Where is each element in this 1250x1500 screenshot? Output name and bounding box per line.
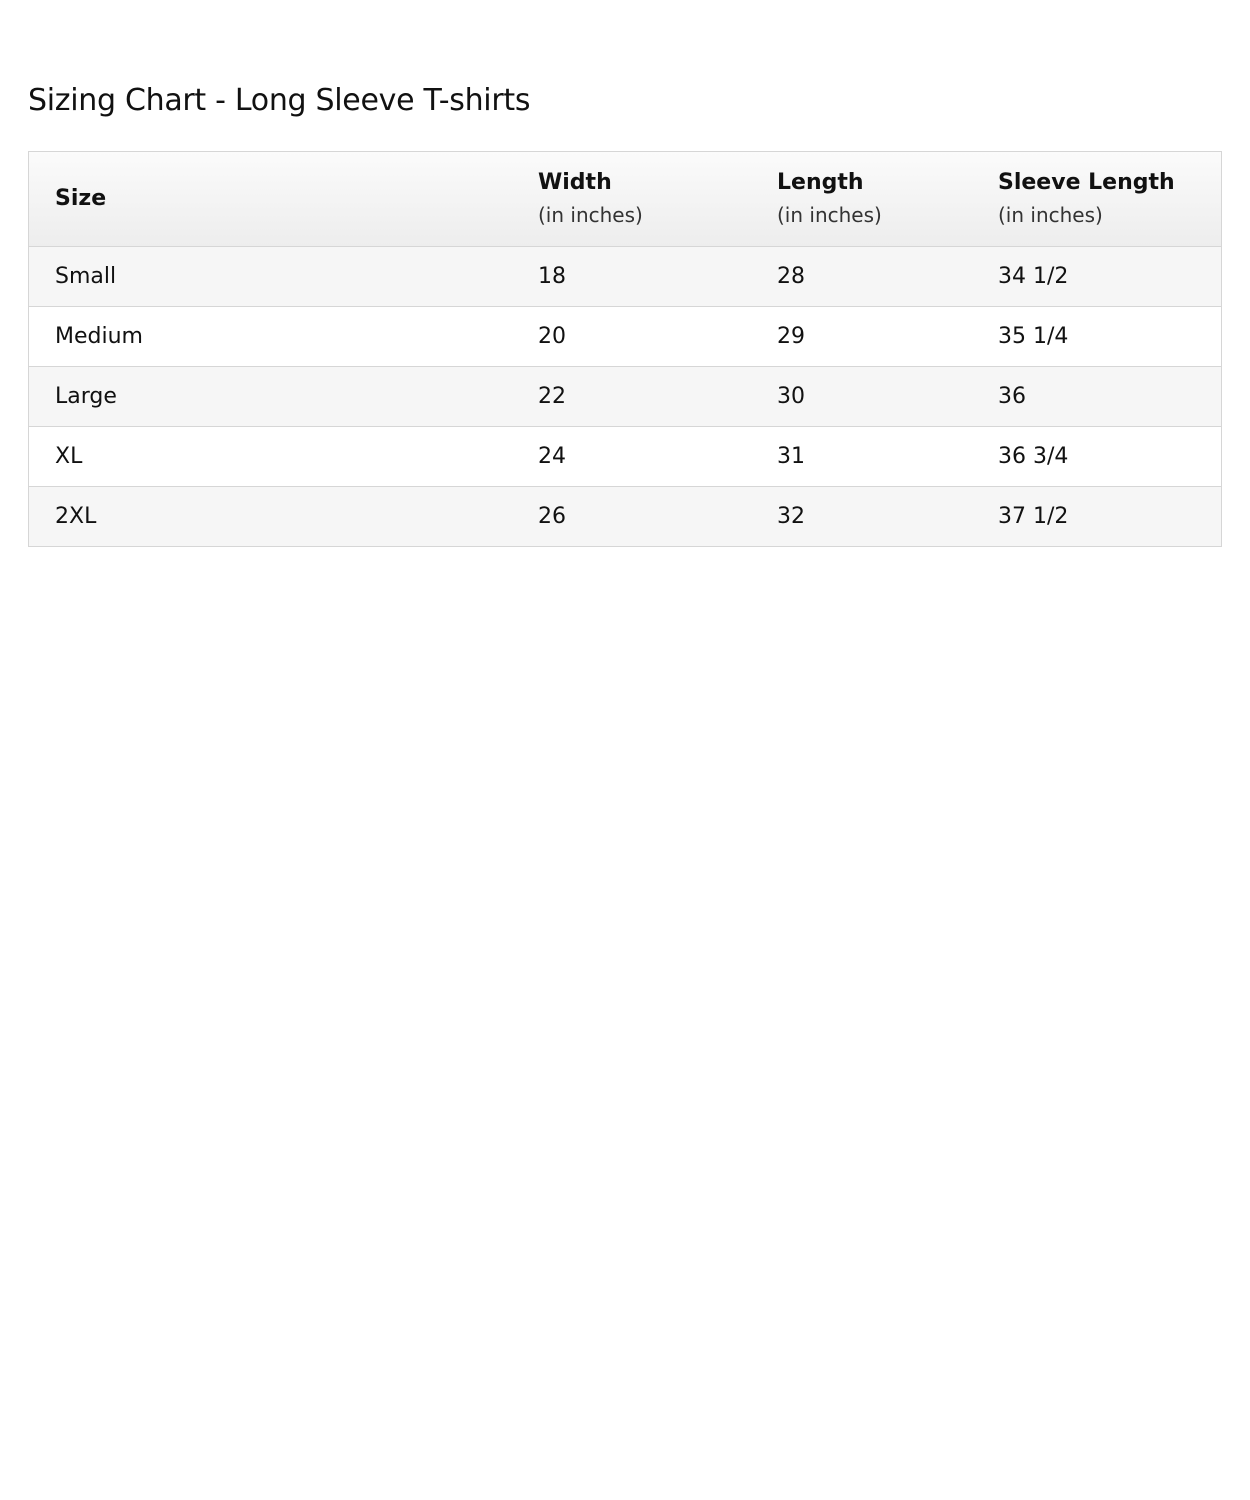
header-width: [511, 152, 750, 246]
header-width-label: Width: [538, 170, 612, 196]
sizing-table: [29, 152, 1221, 546]
cell-length: 32: [777, 503, 805, 529]
cell-sleeve-length: 34 1/2: [971, 246, 1221, 306]
cell-width: 24: [511, 426, 750, 486]
cell-sleeve-length: 36: [971, 366, 1221, 426]
header-size-label: Size: [55, 186, 107, 212]
table-row: [29, 426, 1221, 486]
cell-length: 29: [750, 306, 971, 366]
header-size: [29, 152, 511, 246]
table-row: [29, 486, 1221, 546]
cell-length: 31: [750, 426, 971, 486]
header-length: [750, 152, 971, 246]
page-title: Sizing Chart - Long Sleeve T-shirts: [28, 83, 531, 118]
cell-size: XL: [29, 426, 511, 486]
cell-sleeve-length: 36 3/4: [971, 426, 1221, 486]
cell-width: 22: [511, 366, 750, 426]
header-length-label: Length: [777, 170, 864, 196]
header-sleeve-length-label: Sleeve Length: [998, 170, 1175, 196]
table-header-row: [29, 152, 1221, 246]
header-sleeve-length: [971, 152, 1221, 246]
table-row: [29, 306, 1221, 366]
header-sleeve-length-unit: (in inches): [998, 203, 1103, 228]
cell-width: 26: [538, 503, 566, 529]
header-width-unit: (in inches): [538, 203, 643, 228]
table-row: [29, 366, 1221, 426]
cell-sleeve-length: 35 1/4: [971, 306, 1221, 366]
cell-size: Medium: [29, 306, 511, 366]
cell-sleeve-length: 37 1/2: [998, 503, 1069, 529]
sizing-table-container: [28, 151, 1222, 547]
cell-size: Small: [29, 246, 511, 306]
cell-width: 18: [511, 246, 750, 306]
cell-length: 30: [750, 366, 971, 426]
header-length-unit: (in inches): [777, 203, 882, 228]
cell-size: Large: [29, 366, 511, 426]
table-row: [29, 246, 1221, 306]
cell-length: 28: [750, 246, 971, 306]
cell-size: 2XL: [55, 503, 97, 529]
cell-width: 20: [511, 306, 750, 366]
